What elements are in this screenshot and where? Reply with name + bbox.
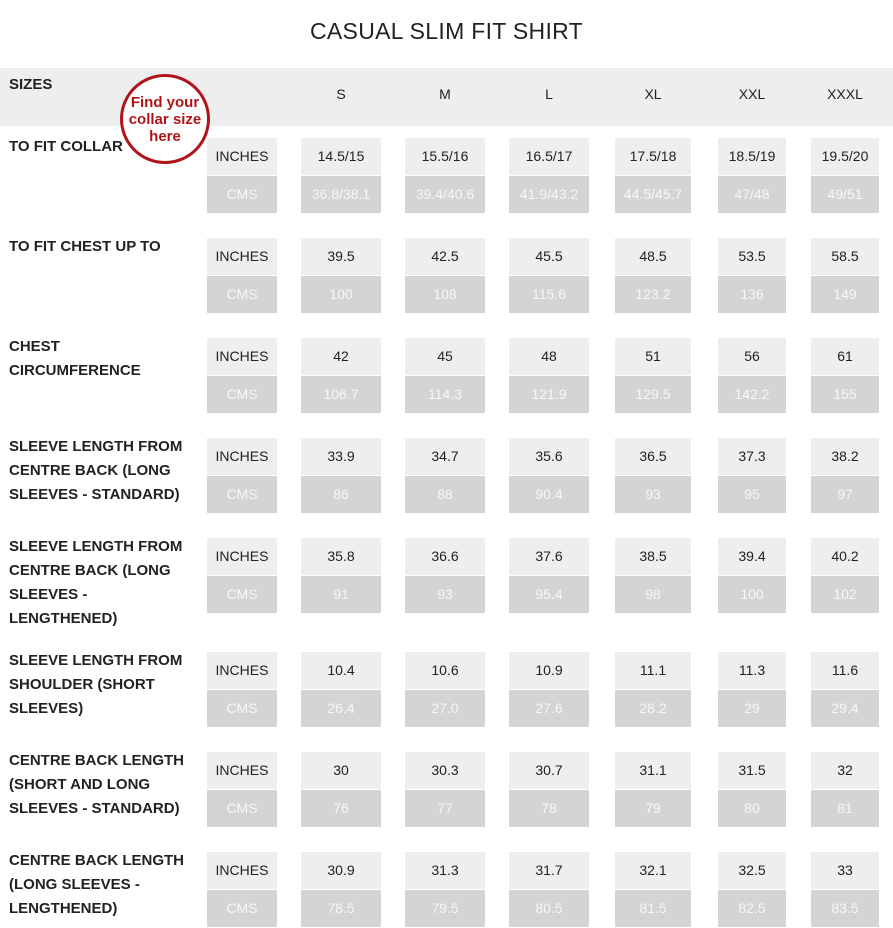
cell-cms: 80.5 — [509, 890, 589, 927]
find-collar-size-badge[interactable] — [120, 74, 210, 164]
cell-cms: 27.6 — [509, 690, 589, 727]
cell-cms: 136 — [718, 276, 786, 313]
cell-cms: 39.4/40.6 — [405, 176, 485, 213]
unit-label-inches: INCHES — [207, 652, 277, 689]
cell-inches: 39.4 — [718, 538, 786, 575]
cell-cms: 121.9 — [509, 376, 589, 413]
cell-inches: 45.5 — [509, 238, 589, 275]
cell-cms: 129.5 — [615, 376, 691, 413]
cell-inches: 38.2 — [811, 438, 879, 475]
cell-cms: 49/51 — [811, 176, 879, 213]
cell-cms: 115.6 — [509, 276, 589, 313]
cell-inches: 34.7 — [405, 438, 485, 475]
unit-label-inches: INCHES — [207, 138, 277, 175]
cell-inches: 61 — [811, 338, 879, 375]
cell-inches: 45 — [405, 338, 485, 375]
cell-cms: 97 — [811, 476, 879, 513]
cell-cms: 41.9/43.2 — [509, 176, 589, 213]
cell-inches: 51 — [615, 338, 691, 375]
cell-cms: 90.4 — [509, 476, 589, 513]
row-label: TO FIT CHEST UP TO — [9, 238, 161, 255]
size-header-s: S — [336, 86, 346, 102]
size-header-xxxl: XXXL — [827, 86, 863, 102]
cell-inches: 38.5 — [615, 538, 691, 575]
cell-inches: 36.6 — [405, 538, 485, 575]
sizes-label: SIZES — [9, 76, 53, 93]
cell-cms: 95.4 — [509, 576, 589, 613]
cell-cms: 81 — [811, 790, 879, 827]
cell-inches: 32.5 — [718, 852, 786, 889]
unit-label-cms: CMS — [207, 576, 277, 613]
cell-inches: 14.5/15 — [301, 138, 381, 175]
cell-cms: 86 — [301, 476, 381, 513]
unit-label-cms: CMS — [207, 376, 277, 413]
cell-cms: 108 — [405, 276, 485, 313]
cell-inches: 19.5/20 — [811, 138, 879, 175]
unit-label-cms: CMS — [207, 790, 277, 827]
cell-cms: 81.5 — [615, 890, 691, 927]
cell-inches: 39.5 — [301, 238, 381, 275]
cell-cms: 28.2 — [615, 690, 691, 727]
cell-cms: 80 — [718, 790, 786, 827]
cell-inches: 33.9 — [301, 438, 381, 475]
cell-inches: 37.3 — [718, 438, 786, 475]
cell-inches: 53.5 — [718, 238, 786, 275]
cell-inches: 32.1 — [615, 852, 691, 889]
cell-cms: 106.7 — [301, 376, 381, 413]
unit-label-cms: CMS — [207, 476, 277, 513]
cell-cms: 100 — [301, 276, 381, 313]
cell-cms: 88 — [405, 476, 485, 513]
cell-inches: 11.3 — [718, 652, 786, 689]
cell-inches: 40.2 — [811, 538, 879, 575]
cell-inches: 30.7 — [509, 752, 589, 789]
unit-label-cms: CMS — [207, 176, 277, 213]
cell-inches: 11.1 — [615, 652, 691, 689]
cell-inches: 30 — [301, 752, 381, 789]
cell-inches: 42 — [301, 338, 381, 375]
cell-inches: 32 — [811, 752, 879, 789]
cell-inches: 37.6 — [509, 538, 589, 575]
cell-cms: 82.5 — [718, 890, 786, 927]
cell-inches: 58.5 — [811, 238, 879, 275]
row-label: SLEEVE LENGTH FROM CENTRE BACK (LONG SLEEVES - STANDARD) — [9, 438, 183, 503]
unit-label-inches: INCHES — [207, 438, 277, 475]
cell-cms: 27.0 — [405, 690, 485, 727]
size-header-xxl: XXL — [738, 86, 766, 102]
cell-cms: 123.2 — [615, 276, 691, 313]
cell-cms: 79.5 — [405, 890, 485, 927]
size-header-xl: XL — [644, 86, 662, 102]
unit-label-cms: CMS — [207, 690, 277, 727]
unit-label-inches: INCHES — [207, 238, 277, 275]
unit-label-inches: INCHES — [207, 538, 277, 575]
cell-inches: 33 — [811, 852, 879, 889]
row-label: SLEEVE LENGTH FROM CENTRE BACK (LONG SLEEVES - LENGTHENED) — [9, 538, 183, 627]
cell-cms: 114.3 — [405, 376, 485, 413]
size-header-l: L — [545, 86, 553, 102]
cell-cms: 78 — [509, 790, 589, 827]
cell-inches: 35.6 — [509, 438, 589, 475]
cell-inches: 35.8 — [301, 538, 381, 575]
cell-cms: 93 — [405, 576, 485, 613]
find-collar-size-text: Find your collar size here — [128, 93, 202, 145]
cell-inches: 10.9 — [509, 652, 589, 689]
cell-inches: 42.5 — [405, 238, 485, 275]
size-header-m: M — [439, 86, 451, 102]
cell-cms: 29 — [718, 690, 786, 727]
cell-inches: 31.7 — [509, 852, 589, 889]
cell-cms: 36.8/38.1 — [301, 176, 381, 213]
cell-cms: 100 — [718, 576, 786, 613]
cell-inches: 10.6 — [405, 652, 485, 689]
cell-cms: 93 — [615, 476, 691, 513]
cell-inches: 56 — [718, 338, 786, 375]
unit-label-cms: CMS — [207, 276, 277, 313]
cell-cms: 79 — [615, 790, 691, 827]
cell-inches: 17.5/18 — [615, 138, 691, 175]
unit-label-cms: CMS — [207, 890, 277, 927]
cell-cms: 29.4 — [811, 690, 879, 727]
cell-cms: 83.5 — [811, 890, 879, 927]
cell-cms: 95 — [718, 476, 786, 513]
row-label: CHEST CIRCUMFERENCE — [9, 338, 141, 379]
row-label: SLEEVE LENGTH FROM SHOULDER (SHORT SLEEVES) — [9, 652, 183, 717]
cell-inches: 31.1 — [615, 752, 691, 789]
cell-inches: 16.5/17 — [509, 138, 589, 175]
cell-cms: 44.5/45.7 — [615, 176, 691, 213]
row-label: CENTRE BACK LENGTH (SHORT AND LONG SLEEVES - STANDARD) — [9, 752, 184, 817]
row-label: TO FIT COLLAR — [9, 138, 123, 155]
cell-inches: 30.3 — [405, 752, 485, 789]
cell-inches: 15.5/16 — [405, 138, 485, 175]
cell-inches: 10.4 — [301, 652, 381, 689]
cell-cms: 78.5 — [301, 890, 381, 927]
cell-inches: 48.5 — [615, 238, 691, 275]
row-label: CENTRE BACK LENGTH (LONG SLEEVES - LENGTHENED) — [9, 852, 184, 917]
unit-label-inches: INCHES — [207, 852, 277, 889]
cell-cms: 142.2 — [718, 376, 786, 413]
cell-cms: 98 — [615, 576, 691, 613]
cell-inches: 31.5 — [718, 752, 786, 789]
cell-inches: 48 — [509, 338, 589, 375]
cell-cms: 155 — [811, 376, 879, 413]
cell-inches: 36.5 — [615, 438, 691, 475]
cell-inches: 30.9 — [301, 852, 381, 889]
cell-inches: 18.5/19 — [718, 138, 786, 175]
cell-cms: 47/48 — [718, 176, 786, 213]
cell-inches: 11.6 — [811, 652, 879, 689]
cell-cms: 77 — [405, 790, 485, 827]
cell-cms: 76 — [301, 790, 381, 827]
unit-label-inches: INCHES — [207, 338, 277, 375]
unit-label-inches: INCHES — [207, 752, 277, 789]
cell-cms: 102 — [811, 576, 879, 613]
cell-inches: 31.3 — [405, 852, 485, 889]
cell-cms: 26.4 — [301, 690, 381, 727]
page-title: CASUAL SLIM FIT SHIRT — [310, 18, 583, 44]
cell-cms: 91 — [301, 576, 381, 613]
cell-cms: 149 — [811, 276, 879, 313]
